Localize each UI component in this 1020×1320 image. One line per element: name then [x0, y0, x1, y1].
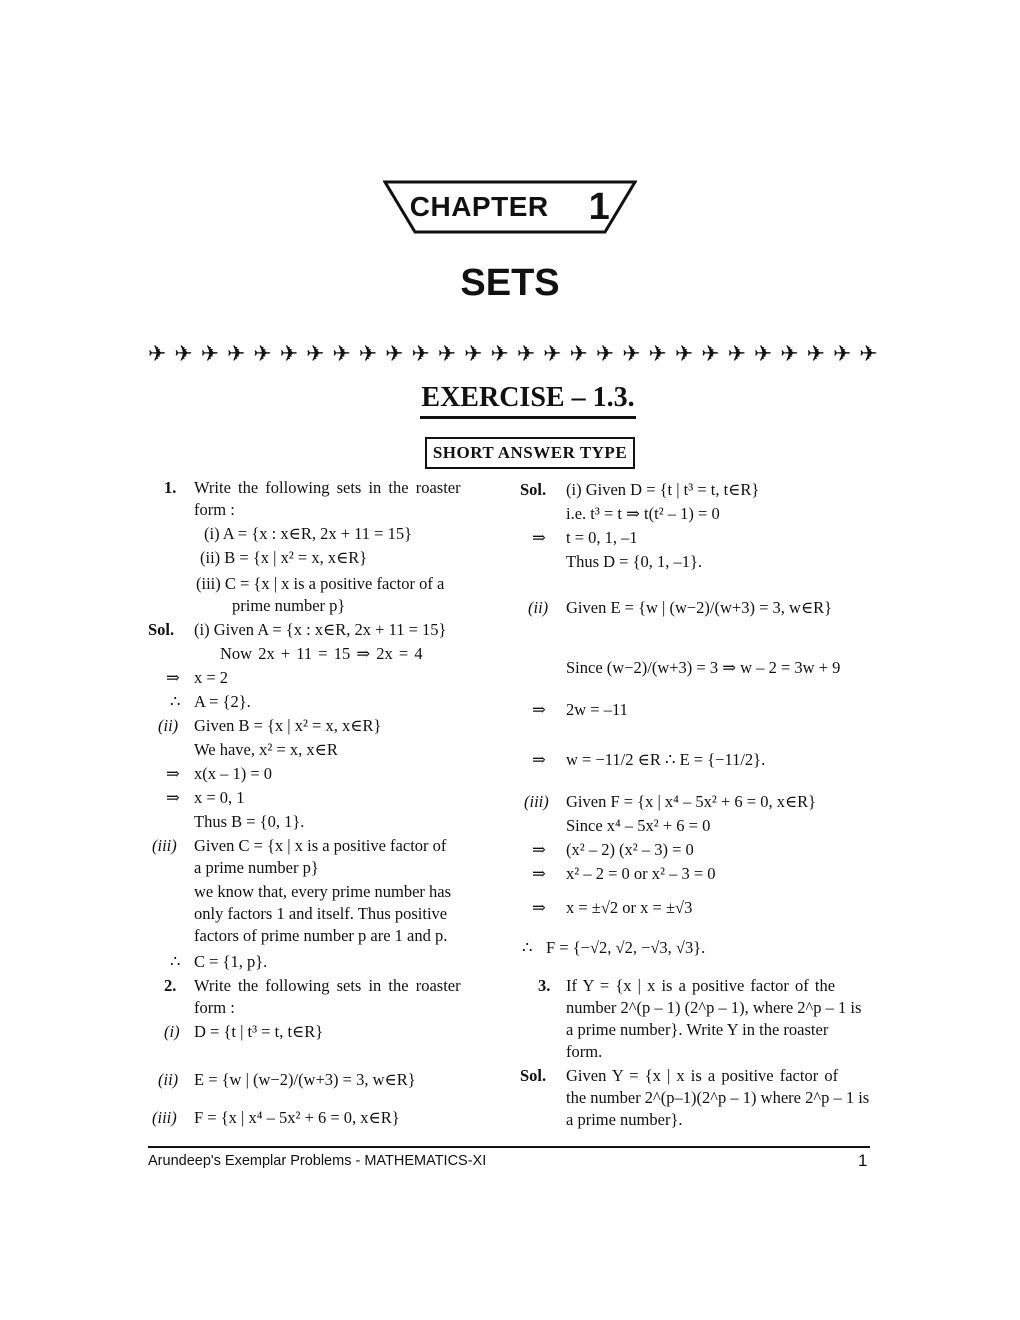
implies-icon: ⇒ [532, 840, 546, 859]
question-text: a prime number}. Write Y in the roaster [566, 1020, 829, 1039]
solution-line: w = −11/2 ∈R ∴ E = {−11/2}. [566, 750, 766, 769]
question-text: If Y = {x | x is a positive factor of the [566, 976, 836, 995]
chapter-word: CHAPTER [409, 191, 549, 222]
ornament-icon: ✈ [648, 342, 667, 367]
solution-line: Given B = {x | x² = x, x∈R} [194, 716, 382, 735]
solution-line: we know that, every prime number has [194, 882, 452, 901]
solution-line: F = {−√2, √2, −√3, √3}. [546, 938, 706, 957]
part-label: (ii) [158, 716, 179, 735]
part-label: (i) [164, 1022, 180, 1041]
solution-line: Since (w−2)/(w+3) = 3 ⇒ w – 2 = 3w + 9 [566, 658, 841, 677]
implies-icon: ⇒ [532, 528, 546, 547]
solution-line: Now 2x + 11 = 15 ⇒ 2x = 4 [220, 644, 423, 663]
ornament-icon: ✈ [279, 342, 299, 367]
ornament-icon: ✈ [437, 342, 457, 367]
implies-icon: ⇒ [166, 668, 180, 687]
solution-line: Given Y = {x | x is a positive factor of [566, 1066, 839, 1085]
question-part: E = {w | (w−2)/(w+3) = 3, w∈R} [194, 1070, 416, 1089]
solution-line: x = 0, 1 [194, 788, 245, 807]
question-part: F = {x | x⁴ – 5x² + 6 = 0, x∈R} [194, 1108, 400, 1127]
question-part: (ii) B = {x | x² = x, x∈R} [200, 548, 368, 567]
question-number: 3. [538, 976, 551, 995]
ornament-icon: ✈ [174, 342, 193, 367]
ornament-icon: ✈ [358, 342, 378, 367]
ornament-icon: ✈ [464, 342, 483, 367]
question-text: form : [194, 998, 235, 1017]
ornament-icon: ✈ [411, 342, 430, 367]
therefore-icon: ∴ [170, 952, 181, 971]
solution-line: (i) Given D = {t | t³ = t, t∈R} [566, 480, 760, 499]
solution-line: Thus B = {0, 1}. [194, 812, 305, 831]
implies-icon: ⇒ [532, 898, 546, 917]
question-part: D = {t | t³ = t, t∈R} [194, 1022, 324, 1041]
ornament-icon: ✈ [780, 342, 799, 367]
chapter-title: SETS [460, 262, 560, 304]
part-label: (iii) [152, 1108, 177, 1127]
ornament-icon: ✈ [622, 342, 641, 367]
solution-line: A = {2}. [194, 692, 251, 711]
part-label: (ii) [158, 1070, 179, 1089]
implies-icon: ⇒ [532, 700, 546, 719]
implies-icon: ⇒ [166, 764, 180, 783]
solution-line: factors of prime number p are 1 and p. [194, 926, 448, 945]
ornament-icon: ✈ [253, 342, 272, 367]
question-part: (i) A = {x : x∈R, 2x + 11 = 15} [204, 524, 412, 543]
footer-rule [148, 1146, 870, 1148]
solution-line: (i) Given A = {x : x∈R, 2x + 11 = 15} [194, 620, 447, 639]
solution-line: (x² – 2) (x² – 3) = 0 [566, 840, 694, 859]
page-number: 1 [858, 1151, 868, 1170]
ornament-icon: ✈ [385, 342, 404, 367]
ornament-row [148, 342, 878, 368]
solution-label: Sol. [520, 1066, 547, 1085]
therefore-icon: ∴ [170, 692, 181, 711]
part-label: (ii) [528, 598, 549, 617]
solution-label: Sol. [148, 620, 175, 639]
solution-line: 2w = –11 [566, 700, 628, 719]
question-part: (iii) C = {x | x is a positive factor of a [196, 574, 445, 593]
solution-line: Given C = {x | x is a positive factor of [194, 836, 447, 855]
question-text: Write the following sets in the roaster [194, 976, 461, 995]
ornament-icon: ✈ [753, 342, 773, 367]
solution-line: a prime number p} [194, 858, 319, 877]
question-part: prime number p} [232, 596, 346, 615]
solution-line: t = 0, 1, –1 [566, 528, 638, 547]
right-column [520, 478, 872, 1138]
question-number: 2. [164, 976, 177, 995]
solution-line: Given F = {x | x⁴ – 5x² + 6 = 0, x∈R} [566, 792, 817, 811]
question-text: form. [566, 1042, 603, 1061]
question-text: form : [194, 500, 235, 519]
solution-line: x² – 2 = 0 or x² – 3 = 0 [566, 864, 716, 883]
ornament-icon: ✈ [859, 342, 878, 367]
footer-book-title: Arundeep's Exemplar Problems - MATHEMATICS-XI [148, 1153, 487, 1169]
therefore-icon: ∴ [522, 938, 533, 957]
part-label: (iii) [524, 792, 549, 811]
ornament-icon: ✈ [227, 342, 246, 367]
ornament-icon: ✈ [701, 342, 720, 367]
ornament-icon: ✈ [306, 342, 325, 367]
question-number: 1. [164, 478, 177, 497]
chapter-heading [383, 180, 637, 234]
solution-label: Sol. [520, 480, 547, 499]
ornament-icon: ✈ [516, 342, 536, 367]
left-column [148, 476, 503, 1136]
solution-line: only factors 1 and itself. Thus positive [194, 904, 448, 923]
ornament-icon: ✈ [200, 342, 220, 367]
solution-line: x = 2 [194, 668, 229, 687]
ornament-icon: ✈ [490, 342, 509, 367]
solution-line: a prime number}. [566, 1110, 683, 1129]
solution-line: x = ±√2 or x = ±√3 [566, 898, 693, 917]
solution-line: Since x⁴ – 5x² + 6 = 0 [566, 816, 711, 835]
ornament-icon: ✈ [332, 342, 351, 367]
ornament-icon: ✈ [674, 342, 694, 367]
ornament-icon: ✈ [569, 342, 588, 367]
question-text: Write the following sets in the roaster [194, 478, 461, 497]
section-label: SHORT ANSWER TYPE [425, 437, 635, 469]
ornament-icon: ✈ [543, 342, 562, 367]
ornament-icon: ✈ [727, 342, 746, 367]
implies-icon: ⇒ [532, 864, 546, 883]
question-text: number 2^(p – 1) (2^p – 1), where 2^p – 1 is [566, 998, 862, 1017]
chapter-number: 1 [588, 185, 611, 228]
part-label: (iii) [152, 836, 177, 855]
implies-icon: ⇒ [532, 750, 546, 769]
ornament-icon: ✈ [148, 342, 167, 367]
solution-line: Given E = {w | (w−2)/(w+3) = 3, w∈R} [566, 598, 833, 617]
solution-line: x(x – 1) = 0 [194, 764, 273, 783]
ornament-icon: ✈ [832, 342, 852, 367]
implies-icon: ⇒ [166, 788, 180, 807]
ornament-icon: ✈ [595, 342, 615, 367]
solution-line: Thus D = {0, 1, –1}. [566, 552, 703, 571]
solution-line: C = {1, p}. [194, 952, 268, 971]
solution-line: We have, x² = x, x∈R [194, 740, 338, 759]
solution-line: the number 2^(p–1)(2^p – 1) where 2^p – 1 is [566, 1088, 870, 1107]
ornament-icon: ✈ [806, 342, 826, 367]
exercise-heading: EXERCISE – 1.3. [420, 382, 636, 419]
solution-line: i.e. t³ = t ⇒ t(t² – 1) = 0 [566, 504, 720, 523]
